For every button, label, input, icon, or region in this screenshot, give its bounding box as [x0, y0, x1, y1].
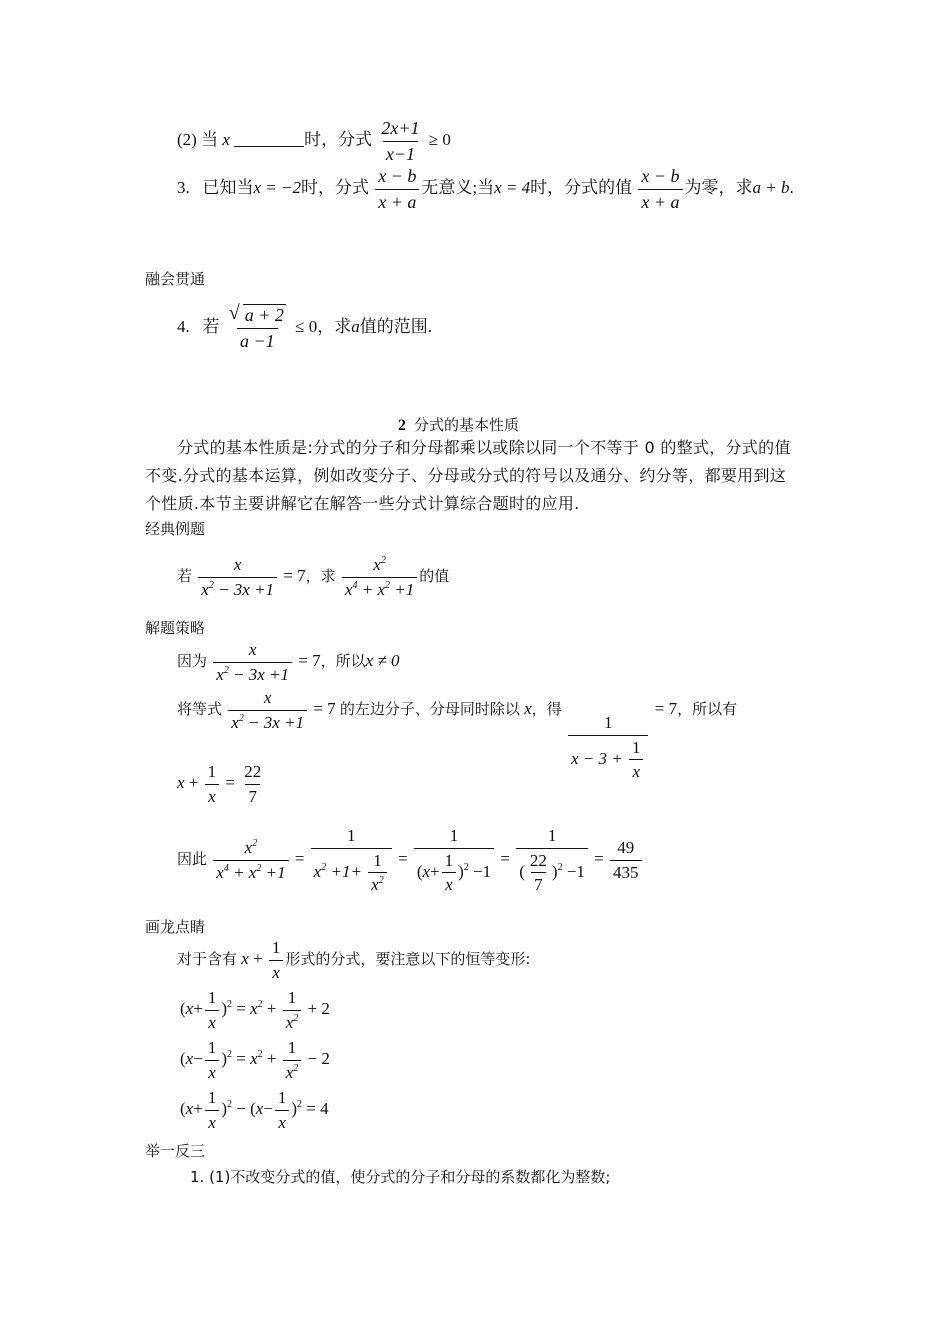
q4-fraction	[226, 302, 289, 351]
chapter-number: 2	[398, 417, 406, 434]
q2-text-2: 时，分式	[304, 130, 373, 150]
sol-text: ，所以有	[677, 699, 738, 718]
q2-label: (2)	[177, 130, 197, 150]
sol-cond: x ≠ 0	[365, 650, 400, 670]
q2-denominator: x−1	[383, 141, 418, 165]
identity-2: (x− $\frac{1}{x}$ )$^2 = x^2$ + $\frac{1}{x^2}$ − 2	[180, 1038, 330, 1082]
chain-result	[610, 838, 642, 882]
sol-text: ，得	[531, 699, 562, 718]
section-heading-2: 经典例题	[145, 520, 206, 538]
q4-numerator	[226, 302, 289, 328]
sol-text: 的左边分子、分母同时除以	[339, 699, 520, 718]
sol-fraction-3: 1 x − 3 + $\frac{1}{x}$	[568, 713, 649, 782]
identity-3-rest: = 4	[306, 1098, 329, 1118]
solution-line-4: 因此 $\frac{x^2}{x^4 + x^2 +1}$ = 1 $x^2 +1+$ $\frac{1}{x^2}$ = 1 (x+ $\frac{1}{x}$ )$^2$ −1 = 1 ( $\frac{22}{7}$ )$^2$ −1 = $\frac{49}{435}$	[177, 826, 644, 895]
solution-line-1	[177, 640, 400, 684]
example-text-1: 若	[177, 566, 193, 585]
sol-eq: = 7	[313, 698, 336, 718]
example-fraction-2	[342, 555, 417, 599]
sol-text: 将等式	[177, 699, 223, 718]
exercise-1: 1. (1)不改变分式的值，使分式的分子和分母的系数都化为整数;	[190, 1168, 611, 1186]
example-eq: = 7	[283, 565, 306, 585]
q4-text-3: 值的范围.	[359, 317, 432, 337]
chapter-title	[398, 414, 519, 435]
q3-text-5: 为零，求	[684, 178, 753, 198]
example-denominator-1: $x^2 - 3x +1$	[198, 577, 277, 600]
q3-denominator-2: x + a	[638, 189, 682, 213]
q3-number: 3.	[177, 178, 190, 198]
chain-fraction-4: 1 ( $\frac{22}{7}$ )$^2$ −1	[516, 826, 588, 895]
answer-blank[interactable]	[234, 132, 304, 147]
example-text-2: ，求	[305, 566, 336, 585]
q3-target: a + b	[752, 178, 790, 198]
identity-3: (x+ $\frac{1}{x}$ )$^2$ − (x− $\frac{1}{x}$ )$^2$ = 4	[180, 1088, 329, 1132]
sol-result-fraction	[241, 762, 264, 806]
sol-text: 因此	[177, 850, 208, 869]
intro-line-1: 分式的基本性质是:分式的分子和分母都乘以或除以同一个不等于 0 的整式，分式的值	[177, 438, 791, 457]
chapter-name: 分式的基本性质	[414, 416, 520, 434]
chain-result-num: 49	[617, 838, 635, 858]
sol-eq: = 7	[298, 650, 321, 670]
question-2	[177, 118, 451, 164]
sol-text: ，所以	[320, 651, 366, 670]
q3-condition-2: x = 4	[494, 178, 531, 198]
q2-numerator: 2x+1	[381, 118, 420, 138]
sqrt-symbol: √ a + 2	[228, 302, 284, 325]
sol-text: 因为	[177, 651, 208, 670]
q4-var: a	[351, 317, 360, 337]
chain-fraction-1: $\frac{x^2}{x^4 + x^2 +1}$	[213, 838, 288, 882]
example-problem	[177, 555, 449, 599]
sol-eq: = 7	[654, 698, 678, 718]
q3-denominator-1: x + a	[375, 189, 419, 213]
identity-1: (x+ $\frac{1}{x}$ )$^2 = x^2$ + $\frac{1}{x^2}$ + 2	[180, 988, 330, 1032]
q2-fraction	[378, 118, 422, 164]
q4-number: 4.	[177, 317, 190, 337]
q3-fraction-1	[375, 166, 419, 212]
chain-fraction-3: 1 (x+ $\frac{1}{x}$ )$^2$ −1	[414, 826, 494, 895]
section-heading-5: 举一反三	[145, 1142, 206, 1160]
q3-condition-1: x = −2	[253, 178, 301, 198]
q3-text-3: 无意义;当	[421, 178, 495, 198]
solution-line-3: x + $\frac{1}{x}$ = $\frac{22}{7}$	[177, 762, 266, 806]
q2-relation: ≥ 0	[428, 130, 451, 150]
q3-end: .	[789, 178, 794, 198]
q3-text-2: 时，分式	[301, 178, 369, 198]
example-fraction-1	[198, 555, 277, 599]
identity-2-rest: − 2	[307, 1048, 330, 1068]
q3-numerator-1: x − b	[378, 166, 417, 186]
q4-denominator: a −1	[237, 328, 278, 352]
section-heading-4: 画龙点睛	[145, 918, 206, 936]
example-numerator-1: x	[233, 555, 242, 574]
chain-fraction-2: 1 $x^2 +1+$ $\frac{1}{x^2}$	[311, 826, 392, 895]
example-text-3: 的值	[419, 566, 450, 585]
sol-var: x	[524, 698, 532, 718]
tip-text-2: 形式的分式，要注意以下的恒等变形:	[285, 949, 531, 968]
q3-text-4: 时，分式的值	[530, 178, 633, 198]
sol-fraction-1: $\frac{x}{x^2 - 3x +1}$	[213, 640, 292, 684]
sol-fraction-2: $\frac{x}{x^2 - 3x +1}$	[228, 688, 307, 732]
intro-line-2: 不变.分式的基本运算，例如改变分子、分母或分式的符号以及通分、约分等，都要用到这	[145, 466, 787, 485]
q3-fraction-2	[638, 166, 682, 212]
q3-text-1: 已知当	[202, 178, 254, 198]
tip-text-1: 对于含有	[177, 949, 238, 968]
sol-result-num: 22	[244, 762, 262, 781]
question-3	[177, 166, 794, 212]
chain-result-den: 435	[610, 860, 642, 883]
tip-line: 对于含有 x + $\frac{1}{x}$ 形式的分式，要注意以下的恒等变形:	[177, 938, 531, 982]
q4-radicand: a + 2	[244, 305, 284, 325]
example-denominator-2: $x^4 + x^2 +1$	[342, 577, 417, 600]
section-heading-3: 解题策略	[145, 619, 206, 637]
intro-line-3: 个性质.本节主要讲解它在解答一些分式计算综合题时的应用.	[145, 494, 580, 513]
sol-one-over-x: $\frac{1}{x}$	[205, 762, 220, 806]
sol-result-den: 7	[245, 784, 260, 807]
example-numerator-2: $x^2$	[373, 555, 386, 574]
q2-var: x	[222, 130, 230, 150]
q4-text-1: 若	[202, 317, 220, 337]
question-4	[177, 302, 432, 351]
section-heading-1: 融会贯通	[145, 270, 206, 288]
q2-text: 当	[201, 130, 219, 150]
q3-numerator-2: x − b	[641, 166, 680, 186]
q4-relation: ≤ 0	[295, 317, 318, 337]
q4-text-2: ，求	[317, 317, 352, 337]
identity-1-rest: + 2	[307, 998, 330, 1018]
